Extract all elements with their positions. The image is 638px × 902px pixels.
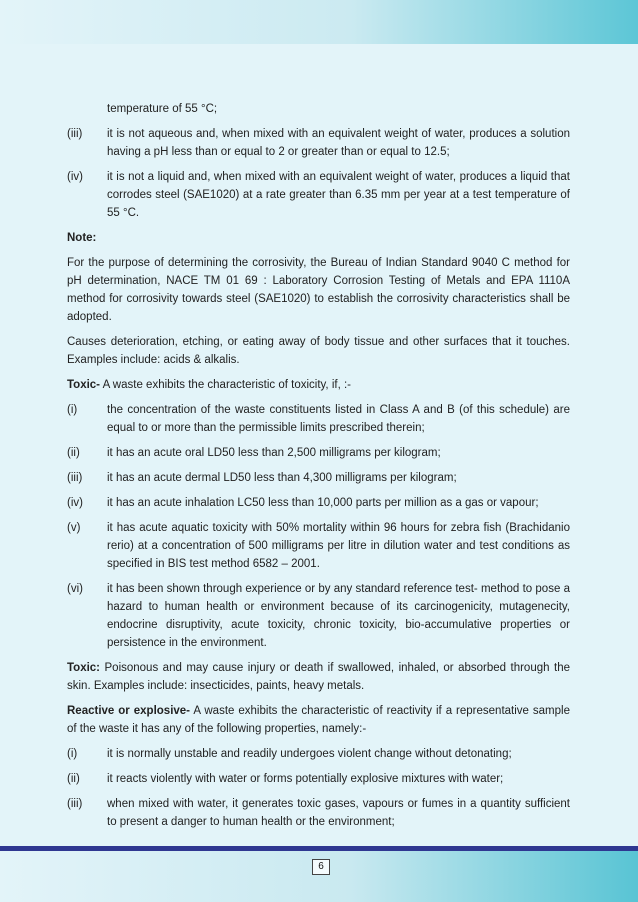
toxic-intro-paragraph: Toxic- A waste exhibits the characteristic of toxicity, if, :- [67, 379, 351, 391]
list-item [67, 795, 570, 831]
reactive-heading: Reactive or explosive- [67, 705, 191, 717]
list-item [67, 444, 570, 462]
item-text: it has acute aquatic toxicity with 50% mortality within 96 hours for zebra fish (Brachidanio rerio) at a concentration of 500 milligrams per litre in dilution water and test conditions as specified in BIS test method 6582 – 2001. [107, 522, 570, 570]
toxic-definition-paragraph: Toxic: Poisonous and may cause injury or death if swallowed, inhaled, or absorbed through the skin. Examples include: insecticides, paints, heavy metals. [67, 662, 570, 692]
list-item [67, 125, 570, 161]
causes-paragraph: Causes deterioration, etching, or eating away of body tissue and other surfaces that it touches. Examples include: acids & alkalis. [67, 336, 570, 366]
continuation-text: temperature of 55 °C; [107, 103, 218, 115]
item-number: (vi) [67, 583, 83, 595]
note-paragraph: For the purpose of determining the corrosivity, the Bureau of Indian Standard 9040 C method for pH determination, NACE TM 01 69 : Laboratory Corrosion Testing of Metals and EPA 1110A method for corrosivity towards steel (SAE1020) to establish the corrosivity characteristics shall be adopted. [67, 257, 570, 323]
list-item [67, 469, 570, 487]
item-text: the concentration of the waste constituents listed in Class A and B (of this schedule) are equal to or more than the permissible limits prescribed therein; [107, 404, 570, 434]
list-item [67, 519, 570, 573]
item-text: it reacts violently with water or forms potentially explosive mixtures with water; [107, 773, 504, 785]
list-item [67, 494, 570, 512]
item-number: (iii) [67, 128, 83, 140]
list-item [67, 580, 570, 652]
item-number: (iii) [67, 472, 83, 484]
list-item [67, 168, 570, 222]
item-text: it is not aqueous and, when mixed with an equivalent weight of water, produces a solution having a pH less than or equal to 2 or greater than or equal to 12.5; [107, 128, 570, 158]
item-text: it has been shown through experience or by any standard reference test- method to pose a hazard to human health or environment because of its carcinogenicity, mutagenecity, endocrine disruptivity, acute toxicity, chronic toxicity, bio-accumulative properties or persistence in the environment. [107, 583, 570, 649]
item-number: (v) [67, 522, 81, 534]
item-number: (ii) [67, 773, 80, 785]
toxic-definition-heading: Toxic: [67, 662, 101, 674]
page-number: 6 [312, 859, 330, 875]
item-number: (i) [67, 404, 78, 416]
item-text: when mixed with water, it generates toxic gases, vapours or fumes in a quantity sufficient to present a danger to human health or the environment; [107, 798, 570, 828]
item-number: (iv) [67, 497, 83, 509]
list-item [67, 745, 570, 763]
item-number: (iv) [67, 171, 83, 183]
item-text: it has an acute oral LD50 less than 2,500 milligrams per kilogram; [107, 447, 441, 459]
item-text: it has an acute inhalation LC50 less than 10,000 parts per million as a gas or vapour; [107, 497, 539, 509]
item-text: it has an acute dermal LD50 less than 4,300 milligrams per kilogram; [107, 472, 457, 484]
item-text: it is normally unstable and readily undergoes violent change without detonating; [107, 748, 512, 760]
list-item [67, 401, 570, 437]
list-item [67, 770, 570, 788]
note-heading: Note: [67, 232, 97, 244]
page-content [67, 100, 570, 838]
header-band [0, 0, 638, 44]
reactive-intro-paragraph: Reactive or explosive- A waste exhibits the characteristic of reactivity if a representative sample of the waste it has any of the following properties, namely:- [67, 705, 570, 735]
item-text: it is not a liquid and, when mixed with an equivalent weight of water, produces a liquid that corrodes steel (SAE1020) at a rate greater than 6.35 mm per year at a test temperature of 55 °C. [107, 171, 570, 219]
toxic-heading: Toxic- [67, 379, 101, 391]
item-number: (iii) [67, 798, 83, 810]
item-number: (i) [67, 748, 78, 760]
item-number: (ii) [67, 447, 80, 459]
